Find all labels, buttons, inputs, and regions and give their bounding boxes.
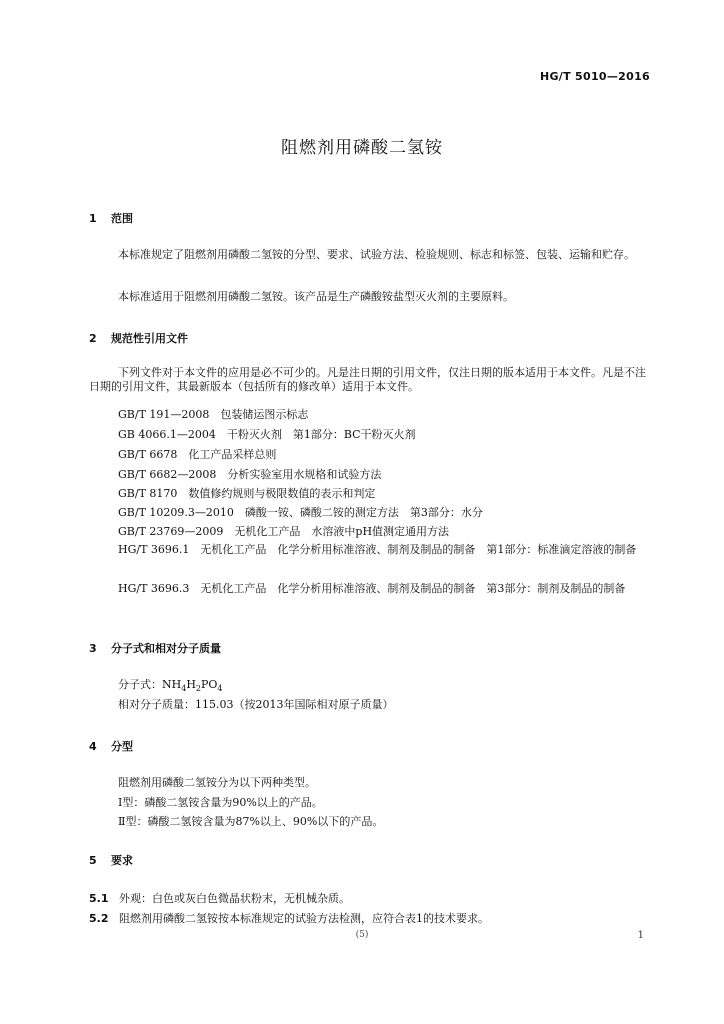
reference-item: GB/T 6678 化工产品采样总则 <box>118 448 277 461</box>
page-number: 1 <box>637 930 644 941</box>
clause-5-2 <box>89 910 489 926</box>
section-title: 范围 <box>111 212 133 225</box>
section-title: 要求 <box>111 854 133 867</box>
section-number: 1 <box>89 212 97 225</box>
formula-part: NH <box>162 678 182 691</box>
classification-intro: 阻燃剂用磷酸二氢铵分为以下两种类型。 <box>118 776 316 789</box>
section-5-heading <box>89 852 133 868</box>
scope-paragraph-2: 本标准适用于阻燃剂用磷酸二氢铵。该产品是生产磷酸铵盐型灭火剂的主要原料。 <box>118 290 514 303</box>
formula-subscript: 4 <box>217 684 223 694</box>
clause-5-1 <box>89 890 350 906</box>
section-3-heading <box>89 640 221 656</box>
footer-mark: (5) <box>355 930 369 940</box>
reference-item: GB/T 10209.3—2010 磷酸一铵、磷酸二铵的测定方法 第3部分：水分 <box>118 506 483 519</box>
formula-subscript: 2 <box>195 684 201 694</box>
section-number: 2 <box>89 332 97 345</box>
standard-code: HG/T 5010—2016 <box>539 70 650 83</box>
reference-item-hg-3696-3: HG/T 3696.3 无机化工产品 化学分析用标准溶液、制剂及制品的制备 第3部分：制剂及制品的制备 <box>118 582 626 595</box>
clause-text: 阻燃剂用磷酸二氢铵按本标准规定的试验方法检测，应符合表1的技术要求。 <box>119 912 489 925</box>
clause-number: 5.2 <box>89 912 109 925</box>
molecular-formula <box>118 678 223 696</box>
section-4-heading <box>89 738 133 754</box>
section-1-heading <box>89 210 133 226</box>
section-number: 4 <box>89 740 97 753</box>
reference-item: GB/T 191—2008 包装储运图示标志 <box>118 408 309 421</box>
document-title: 阻燃剂用磷酸二氢铵 <box>281 138 443 158</box>
clause-text: 外观：白色或灰白色微晶状粉末，无机械杂质。 <box>119 892 350 905</box>
clause-number: 5.1 <box>89 892 109 905</box>
reference-item: GB/T 23769—2009 无机化工产品 水溶液中pH值测定通用方法 <box>118 525 450 538</box>
section-number: 5 <box>89 854 97 867</box>
type-1-definition: Ⅰ型：磷酸二氢铵含量为90%以上的产品。 <box>118 796 323 809</box>
formula-subscript: 4 <box>181 684 187 694</box>
scope-paragraph-1: 本标准规定了阻燃剂用磷酸二氢铵的分型、要求、试验方法、检验规则、标志和标签、包装、运输和贮存。 <box>118 248 635 261</box>
normative-references-intro: 下列文件对于本文件的应用是必不可少的。凡是注日期的引用文件，仅注日期的版本适用于本文件。凡是不注日期的引用文件，其最新版本（包括所有的修改单）适用于本文件。 <box>89 366 646 393</box>
type-2-definition: Ⅱ型：磷酸二氢铵含量为87%以上、90%以下的产品。 <box>118 815 384 828</box>
section-title: 规范性引用文件 <box>111 332 188 345</box>
section-title: 分子式和相对分子质量 <box>111 642 221 655</box>
relative-molecular-mass: 相对分子质量：115.03（按2013年国际相对原子质量） <box>118 698 394 711</box>
formula-part: PO <box>201 678 218 691</box>
reference-item: GB/T 8170 数值修约规则与极限数值的表示和判定 <box>118 487 376 500</box>
section-2-heading <box>89 330 188 346</box>
formula-part: H <box>186 678 196 691</box>
section-title: 分型 <box>111 740 133 753</box>
reference-item: GB 4066.1—2004 干粉灭火剂 第1部分：BC干粉灭火剂 <box>118 428 416 441</box>
formula-label: 分子式： <box>118 678 162 691</box>
reference-item-hg-3696-1: HG/T 3696.1 无机化工产品 化学分析用标准溶液、制剂及制品的制备 第1部分：标准滴定溶液的制备 <box>118 543 637 556</box>
reference-item: GB/T 6682—2008 分析实验室用水规格和试验方法 <box>118 468 382 481</box>
section-number: 3 <box>89 642 97 655</box>
